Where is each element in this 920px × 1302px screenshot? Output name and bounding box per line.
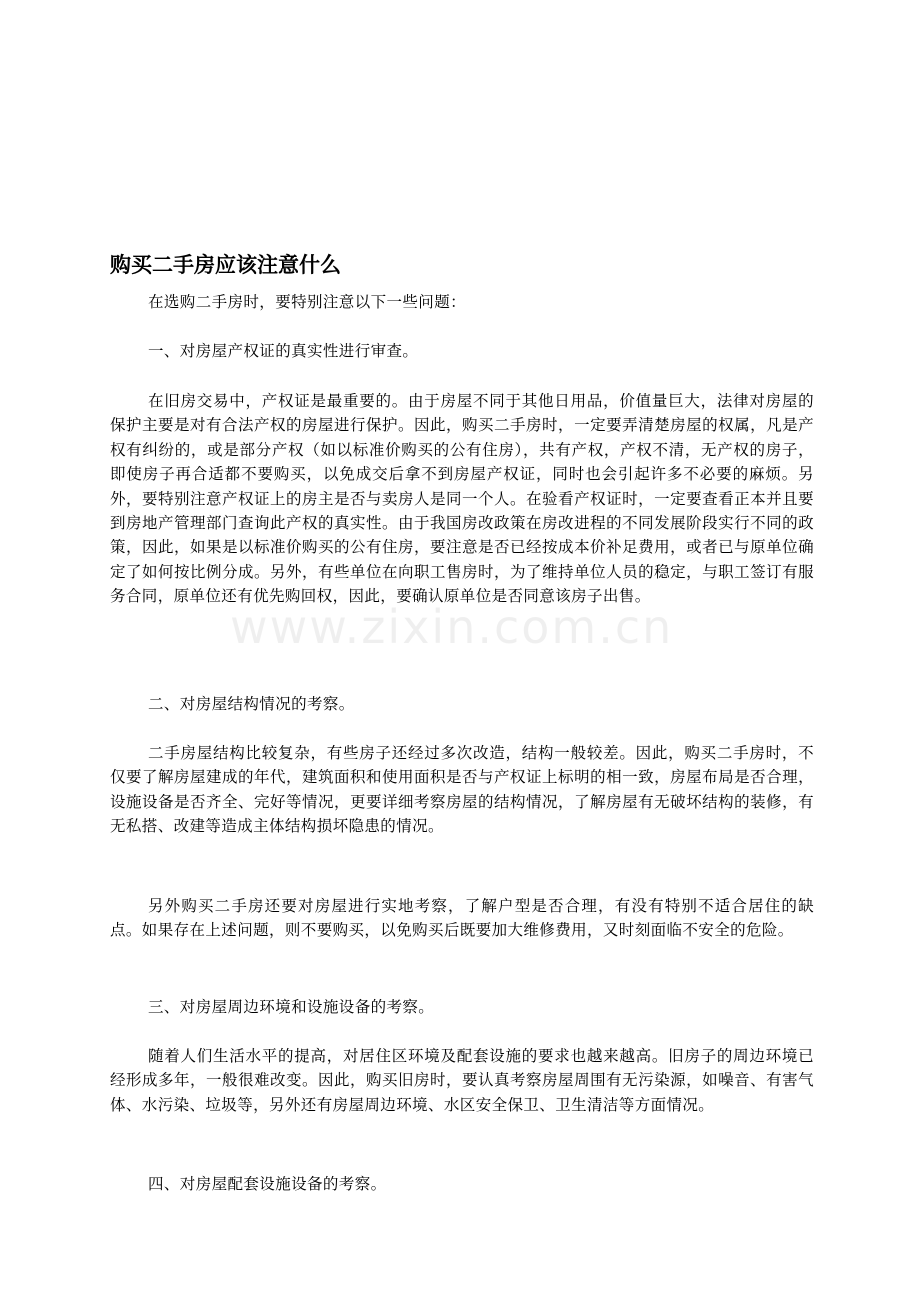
section-heading-2: 二、对房屋结构情况的考察。 bbox=[148, 695, 355, 713]
section-1-paragraph: 在旧房交易中，产权证是最重要的。由于房屋不同于其他日用品，价值量巨大，法律对房屋的保护主要是对有合法产权的房屋进行保护。因此，购买二手房时，一定要弄清楚房屋的权属，凡是产权有纠纷的，或是部分产权（如以标准价购买的公有住房），共有产权，产权不清，无产权的房子，即使房子再合适都不要购买，以免成交后拿不到房屋产权证，同时也会引起许多不必要的麻烦。另外，要特别注意产权证上的房主是否与卖房人是同一个人。在验看产权证时，一定要查看正本并且要到房地产管理部门查询此产权的真实性。由于我国房改政策在房改进程的不同发展阶段实行不同的政策，因此，如果是以标准价购买的公有住房，要注意是否已经按成本价补足费用，或者已与原单位确定了如何按比例分成。另外，有些单位在向职工售房时，为了维持单位人员的稳定，与职工签订有服务合同，原单位还有优先购回权，因此，要确认原单位是否同意该房子出售。 bbox=[110, 392, 814, 606]
intro-paragraph: 在选购二手房时，要特别注意以下一些问题： bbox=[148, 293, 467, 311]
section-heading-3: 三、对房屋周边环境和设施设备的考察。 bbox=[148, 998, 435, 1016]
section-2-extra-paragraph: 另外购买二手房还要对房屋进行实地考察，了解户型是否合理，有没有特别不适合居住的缺点。如果存在上述问题，则不要购买，以免购买后既要加大维修费用，又时刻面临不安全的危险。 bbox=[110, 897, 814, 940]
section-heading-1: 一、对房屋产权证的真实性进行审查。 bbox=[148, 342, 419, 360]
section-heading-4: 四、对房屋配套设施设备的考察。 bbox=[148, 1175, 387, 1193]
document-title: 购买二手房应该注意什么 bbox=[110, 253, 341, 277]
section-3-paragraph: 随着人们生活水平的提高，对居住区环境及配套设施的要求也越来越高。旧房子的周边环境已经形成多年，一般很难改变。因此，购买旧房时，要认真考察房屋周围有无污染源，如噪音、有害气体、水污染、垃圾等，另外还有房屋周边环境、水区安全保卫、卫生清洁等方面情况。 bbox=[110, 1047, 814, 1114]
watermark: www.zixin.com.cn bbox=[230, 600, 674, 654]
section-2-paragraph: 二手房屋结构比较复杂，有些房子还经过多次改造，结构一般较差。因此，购买二手房时，不仅要了解房屋建成的年代，建筑面积和使用面积是否与产权证上标明的相一致，房屋布局是否合理，设施设备是否齐全、完好等情况，更要详细考察房屋的结构情况，了解房屋有无破坏结构的装修，有无私搭、改建等造成主体结构损坏隐患的情况。 bbox=[110, 744, 814, 836]
